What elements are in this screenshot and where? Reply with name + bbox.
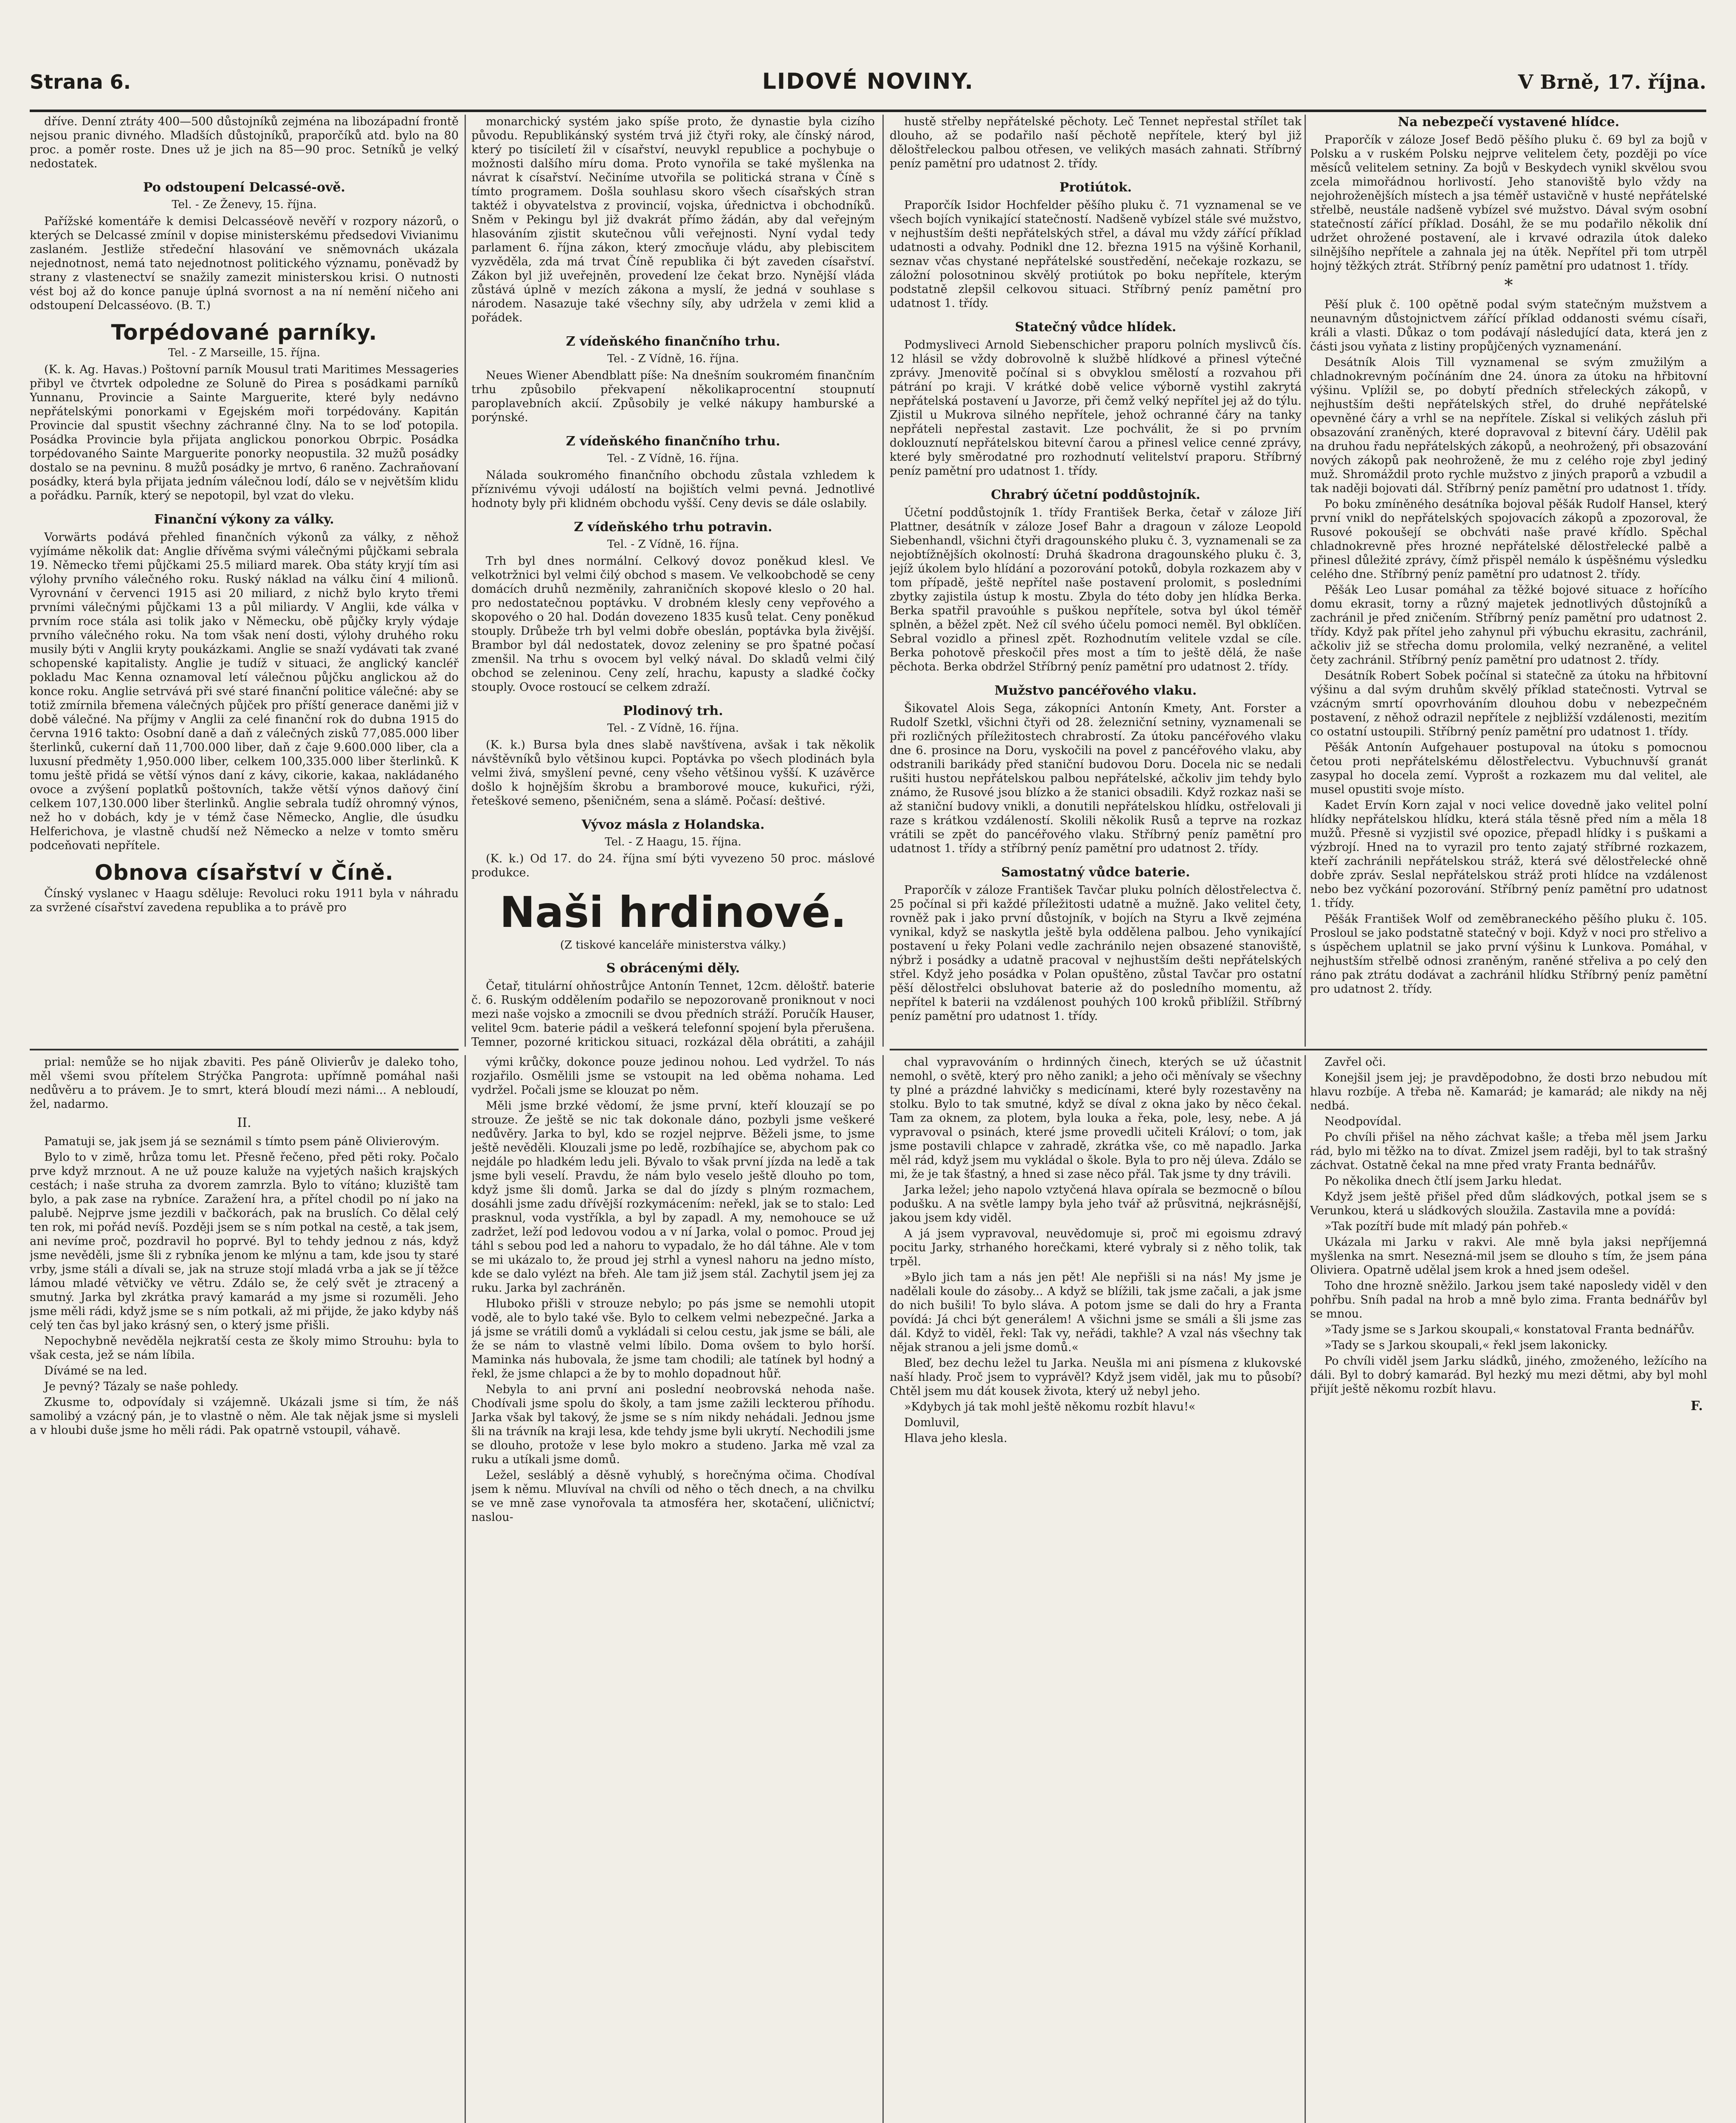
story-text: Je pevný? Tázaly se naše pohledy. [44,1380,239,1393]
article-headline: Samostatný vůdce baterie. [1001,865,1190,880]
article-text: Nálada soukromého finančního obchodu zůstala vzhledem k příznivému vývoji událostí na bojištích velmi pevná. Jednotlivé hodnoty byly při klidném obchodu vyšší. Ceny devis se dále oslabily. [471,469,875,510]
story-text: chal vypravováním o hrdinných činech, kterých se už účastnit nemohl, o světě, který pro něho zanikl; a jeho oči měnívaly se všechny ty plné a prázdné lahvičky s medicínami, které byly rozestavěny na stolku. Bylo to tak smutné, když se díval z okna jako by něco čekal. Tam za oknem, za plotem, byla louka a řeka, pole, lesy, nebe. A já vypravoval o psinách, které jsme provedli učiteli Královí; o tom, jak jsme postavili chlapce v zahradě, zkrátka vše, co mě napadlo. Jarka měl rád, když jsem mu vykládal o škole. Byla to pro něj úleva. Zdálo se mi, že je tak šťastný, a hned si zase něco přál. Tak jsme ty dny trávili. [890,1056,1302,1181]
article-headline: Z vídeňského trhu potravin. [574,520,772,535]
story-text: Jarka ležel; jeho napolo vztyčená hlava opírala se bezmocně o bílou podušku. A na světle lampy byla jeho tvář až průsvitná, nejkrásnější, jakou jsem kdy viděl. [890,1183,1302,1225]
article-text: Neues Wiener Abendblatt píše: Na dnešním soukromém finančním trhu způsobilo překvapení několikaprocentní stoupnutí paroplavebních akcií. Způsobily je velké nákupy hamburské a porýnské. [471,369,875,424]
article-headline: Z vídeňského finančního trhu. [566,334,781,349]
article-dateline: Tel. - Z Vídně, 16. října. [607,538,739,551]
story-text: Po chvíli viděl jsem Jarku sládků, jiného, zmoženého, ležícího na dáli. Byl to dobrý kamarád. Byl hezký mu mezi dětmi, aby byl mohl přijít ještě někomu rozbít hlavu. [1310,1354,1707,1396]
column-rule [882,115,884,1047]
column-rule [465,115,466,1047]
story-text: Hlava jeho klesla. [904,1432,1007,1445]
chapter-number: II. [237,1115,251,1130]
feuilleton-column-1 [30,1055,459,2123]
article-text: (K. k.) Bursa byla dnes slabě navštívena, avšak i tak několik návštěvníků bylo většinou kupci. Poptávka po všech plodinách byla velmi živá, smyšlení pevné, ceny všeho většinou vyšší. K uzávěrce došlo k hojnějším škrobu a bramborové mouce, kukuřici, rýži, řeteškové semeno, pšeničném, sena a slámě. Počasí: deštivé. [471,738,875,808]
article-text: Pěšák Leo Lusar pomáhal za těžké bojové situace z hořícího domu ekrasit, torny a různý majetek jednotlivých důstojníků a zachránil je před zničením. Stříbrný peníz pamětní pro udatnost 2. třídy. Když pak přítel jeho zahynul při výbuchu ekrasitu, zachránil, ačkoliv již se střecha domu prolomila, velký nezraněné, a velitel čety zachránil. Stříbrný peníz pamětní pro udatnost 2. třídy. [1310,583,1707,667]
story-text: »Kdybych já tak mohl ještě někomu rozbít hlavu!« [904,1400,1196,1413]
section-headline: Naši hrdinové. [499,887,847,937]
article-headline: Z vídeňského finančního trhu. [566,434,781,449]
article-text: Účetní poddůstojník 1. třídy František Berka, četař v záloze Jiří Plattner, desátník v záloze Josef Bahr a dragoun v záloze Leopold Siebenhandl, všichni čtyři dragounského pluku č. 3, vyznamenali se za nejobtížnějších okolností: Druhá škadrona dragounského pluku č. 3, jejíž úkolem bylo hlídání a pozorování potoků, dobyla rozkazem aby v tom případě, ještě nepřítel naše postavení prolomit, s posledními zbytky zajistila ústup k mostu. Zbyla do této doby jen hlídka Berka. Berka spatřil pravoúhle s puškou nepřítele, sotva byl úkol téměř splněn, a běžel zpět. Než cíl svého účelu pomoci neměl. Byl obklíčen. Sebral vozidlo a přinesl zpět. Rozhodnutím velitele vzdal se cíle. Berka pohotově přeskočil přes most a tím to ještě dělá, že naše pěchota. Berka obdržel Stříbrný peníz pamětní pro udatnost 2. třídy. [890,506,1302,673]
article-headline: Chrabrý účetní poddůstojník. [991,487,1201,502]
feuilleton-column-3 [890,1055,1302,2123]
article-text: Pařížské komentáře k demisi Delcasséově nevěří v rozpory názorů, o kterých se Delcassé zmínil v dopise ministerskému předsedovi Vivianimu zaslaném. Jestliže středeční hlasování ve sněmovnách ukázala nejednotnost, nemá tato nejednotnost politického významu, poněvadž by strany z vlastenectví se snažily zamezit ministerskou krisi. O nutnosti vést boj až do konce panuje úplná svornost a na ní nemění ničeho ani odstoupení Delcasséovo. (B. T.) [30,215,459,312]
story-text: Když jsem ještě přišel před dům sládkových, potkal jsem se s Verunkou, která u sládkových sloužila. Zastavila mne a povídá: [1310,1190,1707,1217]
article-headline: Statečný vůdce hlídek. [1015,320,1176,335]
article-headline: S obrácenými děly. [606,961,740,976]
article-text: Praporčík v záloze František Tavčar pluku polních dělostřelectva č. 25 počínal si při každé příležitosti udatně a mužně. Jako velitel čety, rovněž pak i jako první důstojník, v bojích na Styru a Ikvě zejména vynikal, když se naskytla ještě byla oddělena palbou. Jeho vynikající postavení u řeky Polani vedle zachránilo nejen obsazené stanoviště, nýbrž i posádky a udatně pracoval v nejhustším dešti nepřátelských střel. Když jeho posádka v Polan opuštěno, zůstal Tavčar pro ostatní pěší dělostřelci obsluhovat baterie až do posledního momentu, až nepřítel k baterii na vzdálenost pouhých 100 kroků přiblížil. Stříbrný peníz pamětní pro udatnost 1. třídy. [890,884,1302,1023]
column-rule [882,1055,884,2123]
story-text: Nepochybně nevěděla nejkratší cesta ze školy mimo Strouhu: byla to však cesta, jež se nám líbila. [30,1335,459,1362]
article-text: monarchický systém jako spíše proto, že dynastie byla cizího původu. Republikánský systém trvá již čtyři roky, ale čínský národ, který po tisíciletí žil v císařství, neuvykl republice a pochybuje o možnosti dalšího míru doma. Proto vynořila se také myšlenka na návrat k císařství. Nečiníme utvořila se politická strana v Číně s tímto programem. Došla souhlasu skoro všech císařských stran taktéž i obyvatelstva z provincií, vojska, úřednictva i obchodníků. Sněm v Pekingu byl již dvakrát přímo žádán, aby dal veřejným hlasováním zjistit skutečnou vůli veřejnosti. Nyní vydal tedy parlament 6. října zákon, který zmocňuje vládu, aby plebiscitem vyzvěděla, zda má trvat Číně republika či být zaveden císařství. Zákon byl již uveřejněn, provedení lze čekat brzo. Nynější vláda zůstává úplně v mezích zákona a myslí, že jedná v souhlase s národem. Nasazuje také všechny síly, aby udržela v zemi klid a pořádek. [471,115,875,324]
article-headline: Obnova císařství v Číně. [94,860,394,885]
page-number: Strana 6. [30,70,131,93]
story-text: Ukázala mi Jarku v rakvi. Ale mně byla jaksi nepříjemná myšlenka na smrt. Nesezná-mil jsem se dlouho s tím, že jsem pána Oliviera. Opatrně udělal jsem krok a hned jsem odešel. [1310,1236,1707,1277]
story-text: Bleď, bez dechu ležel tu Jarka. Neušla mi ani písmena z klukovské naší hlady. Proč jsem to vyprávěl? Když jsem viděl, jak mu to působí? Chtěl jsem mu dát kousek života, který už nebyl jeho. [890,1357,1302,1398]
feuilleton-rule [30,1049,459,1050]
column-rule [1305,115,1306,1047]
article-text: Trh byl dnes normální. Celkový dovoz poněkud klesl. Ve velkotržnici byl velmi čilý obchod s masem. Ve velkoobchodě se ceny domácích druhů nezměnily, zahraničních skopové kleslo o 20 hal. pro nedostatečnou poptávku. V drobném klesly ceny vepřového a skopového o 20 hal. Dodán dovezeno 1835 kusů telat. Ceny poněkud stouply. Drůbeže trh byl velmi dobře obeslán, poptávka byla živější. Brambor byl dál nedostatek, dovoz zeleniny se pro špatné počasí zmenšil. Na trhu s ovocem byl velký nával. Do skladů velmi čilý obchod se zeleninou. Ceny zelí, hrachu, kapusty a sladké čočky stouply. Ovoce rostoucí se celkem zdraží. [471,555,875,694]
story-text: Po několika dnech čtlí jsem Jarku hledat. [1325,1174,1562,1188]
article-headline: Finanční výkony za války. [154,512,334,527]
story-text: Zavřel oči. [1325,1056,1386,1069]
article-text: (K. k. Ag. Havas.) Poštovní parník Mousul trati Maritimes Messageries přibyl ve čtvrtek odpoledne ze Soluně do Pirea s posádkami parníků Yunnanu, Provincie a Sainte Marguerite, které byly nedávno nepřátelskými ponorkami v Egejském moři torpédovány. Kapitán Provincie dal spustit všechny záchranné člny. Na to se loď potopila. Posádka Provincie byla přijata anglickou ponorkou Obrpic. Posádka torpédovaného Sainte Marguerite ponorky neopustila. 32 mužů posádky dostalo se na pevninu. 8 mužů posádky je mrtvo, 6 raněno. Zachraňovaní posádky, která byla přijata jedním válečnou lodí, dálo se v největším klidu a pořádku. Parník, který se nepotopil, byl vzat do vleku. [30,363,459,502]
article-dateline: Tel. - Z Marseille, 15. října. [168,346,320,359]
dateline: V Brně, 17. října. [1518,70,1706,93]
article-text: Po boku zmíněného desátníka bojoval pěšák Rudolf Hansel, který první vnikl do nepřátelských spojovacích zákopů a zpozoroval, že Rusové pokoušejí se obchváti naše pravé křídlo. Spěchal chladnokrevně přes hrozné nepřátelské dělostřelecké palbě a přinesl důležité zprávy, čímž přispěl nemálo k úspěšnému výsledku celého dne. Stříbrný peníz pamětní pro udatnost 2. třídy. [1310,498,1707,581]
story-text: Ležel, sesláblý a děsně vyhublý, s horečnýma očima. Chodíval jsem k němu. Mluvíval na chvíli od něho o těch dnech, a na chvilku se ve mně zase vynořovala ta atmosféra her, skotačení, uličnictví; naslou- [471,1469,875,1524]
story-text: Toho dne hrozně sněžilo. Jarkou jsem také naposledy viděl v den pohřbu. Sníh padal na hrob a mně bylo zima. Franta bednářův byl se mnou. [1310,1279,1707,1321]
newspaper-title: LIDOVÉ NOVINY. [762,69,974,94]
article-text: Desátník Robert Sobek počínal si statečně za útoku na hřbitovní výšinu a dal svým druhům skvělý příklad statečnosti. Vytrval se vzácným smrtí opovrhováním dlouhou dobu v nebezpečném postavení, z něhož odrazil nepřítele z nejbližší vzdálenosti, mezitím co ostatní ustoupili. Stříbrný peníz pamětní pro udatnost 1. třídy. [1310,669,1707,738]
masthead [30,63,1706,112]
article-dateline: Tel. - Z Vídně, 16. října. [607,722,739,735]
article-text: Praporčík v záloze Josef Bedö pěšího pluku č. 69 byl za bojů v Polsku a v ruském Polsku nejprve velitelem čety, později po více měsíců velitelem setniny. Za bojů v Beskydech vynikl skvělou svou zcela mimořádnou horlivostí. Jeho stanoviště bylo vždy na nejohroženějších místech a jsa téměř ustavičně v husté nepřátelské střelbě, neustále nadšeně vybízel své mužstvo. Dával svým osobní statečností zářící příklad. Dosáhl, že se mu podařilo několik dní udržet ohrožené postavení, ale i krvavé odrazila útok daleko silnějšího nepřítele a zahnala jej na útěk. Nepřítel při tom utrpěl hojný těžkých ztrát. Stříbrný peníz pamětní pro udatnost 1. třídy. [1310,133,1707,273]
story-text: »Tady se s Jarkou skoupali,« řekl jsem lakonicky. [1325,1339,1608,1352]
column-rule [1305,1055,1306,2123]
article-text: Praporčík Isidor Hochfelder pěšího pluku č. 71 vyznamenal se ve všech bojích vynikající statečností. Nadšeně vybízel stále své mužstvo, v nejhustším dešti nepřátelských střel, a dával mu vždy zářící příklad udatnosti a odvahy. Podnikl dne 12. března 1915 na výšině Korhanil, seznav včas chystané nepřátelské soustředění, nečekaje rozkazu, se záložní polosotninou skvělý protiútok po boku nepřítele, kterým podstatně zlepšil celkovou situaci. Stříbrný peníz pamětní pro udatnost 1. třídy. [890,199,1302,310]
section-subtitle: (Z tiskové kanceláře ministerstva války.) [560,939,786,952]
article-dateline: Tel. - Z Vídně, 16. října. [607,452,739,465]
article-headline: Na nebezpečí vystavené hlídce. [1398,115,1620,130]
article-text: Pěšák Antonín Aufgehauer postupoval na útoku s pomocnou četou proti nepřátelskému dělostřelectvu. Vybuchnuvší granát zasypal ho docela zemí. Vyprošt a rozkazem mu dal velitel, ale musel opustiti svoje místo. [1310,741,1707,796]
article-headline: Torpédované parníky. [111,320,378,345]
article-dateline: Tel. - Z Haagu, 15. října. [605,836,741,848]
column-3 [890,115,1302,1049]
column-2 [471,115,875,1049]
feuilleton-column-4 [1310,1055,1707,2123]
story-text: Pamatuji se, jak jsem já se seznámil s tímto psem páně Olivierovým. [44,1135,440,1148]
feuilleton-rule [890,1049,1707,1050]
article-headline: Po odstoupení Delcassé-ově. [143,180,345,195]
author-signature: F. [1691,1399,1703,1413]
article-text: Vorwärts podává přehled finančních výkonů za války, z něhož vyjímáme několik dat: Anglie dřívěma svými válečnými půjčkami sebrala 19. Německo třemi půjčkami 25.5 miliard marek. Oba státy kryjí tím asi výlohy prvního válečného roku. Ruský náklad na válku činí 4 milionů. Vyrovnání v červenci 1915 asi 20 miliard, z nichž bylo kryto třemi prvními válečnými půjčkami 13 a půl miliardy. V Anglii, kde válka v prvním roce stála asi tolik jako v Německu, obě půjčky kryly výdaje prvního válečného roku. Na tom však není dosti, výlohy druhého roku musily býti v Anglii kryty poukázkami. Anglie se snaží vydávati tak zvané schopenské kapitalisty. Anglie je tudíž v situaci, že anglický kancléř pokladu Mac Kenna oznamoval letí válečnou půjčku anglickou až do konce roku. Anglie setrvává při své staré finanční politice válečné: aby se totiž zmírnila břemena válečných půjček pro příští generace daněmi již v době válečné. Na příjmy v Anglii za celé finanční rok do dubna 1915 do června 1916 takto: Osobní daně a daň z válečných zisků 77,085.000 liber šterlinků, cukerní daň 11,700.000 liber, daň z čaje 9.600.000 liber, cla a luxusní předměty 1,950.000 liber, celkem 100,335.000 liber šterlinků. K tomu ještě přidá se větší výnos daní z kávy, cikorie, kakaa, nakládaného ovoce a zvýšení poplatků poštovních, takže větší výnos daňový činí celkem 107,130.000 liber šterlinků. Anglie sebrala tudíž ohromný výnos, než ho v dobách, kdy je v témž čase Německo, Anglie, dle úsudku Helferichova, je vlastně chudší než Německo a nelze v tomto směru podceňovati nepřítele. [30,531,459,852]
story-text: »Bylo jich tam a nás jen pět! Ale nepřišli si na nás! My jsme je nadělali koule do zásoby... A když se blížili, tak jsme začali, a jak jsme do nich bušili! To bylo sláva. A potom jsme se dali do hry a Franta povídá: Já chci být generálem! A všichni jsme se smáli a šli jsme zas dál. Když to viděl, řekl: Tak vy, neřádi, takhle? A vzal nás všechny tak nějak stranou a jeli jsme domů.« [890,1271,1302,1354]
article-text: Pěšák František Wolf od zeměbraneckého pěšího pluku č. 105. Prosloul se jako podstatně statečný v boji. Když v noci pro střelivo a s úspěchem uplatnil se jako první výšinu k Lunkova. Pomáhal, v nejhustším střelbě odnosi zraněným, raněné střeliva a po celý den ráno pak ztrátu dodávat a zachránil hlídku Stříbrný peníz pamětní pro udatnost 2. třídy. [1310,912,1707,996]
story-text: Neodpovídal. [1325,1115,1402,1128]
story-text: Dívámé se na led. [44,1364,147,1377]
story-text: Domluvil, [904,1416,960,1429]
article-headline: Protiútok. [1059,180,1132,195]
article-text: Podmysliveci Arnold Siebenschicher praporu polních myslivců čís. 12 hlásil se vždy dobrovolně k službě hlídkové a přinesl výtečné zprávy. Jmenovitě počínal si s obvyklou smělostí a rozvahou při pátrání po kraji. V krátké době velice výborně vystihl zakrytá nepřátelská postavení u Javorze, při čemž velký nepřítel jej až do týlu. Zjistil u Mukrova silného nepřítele, jehož ochranné čáry na tanky nepřáteli nepřestal zastavit. Lze pochválit, že si po prvním doklouznutí nepřátelskou bitevní čarou a přinesl velice cenné zprávy, které byly směrodatné pro rozhodnutí velitelství praporu. Stříbrný peníz pamětní pro udatnost 1. třídy. [890,338,1302,478]
article-text: Pěší pluk č. 100 opětně podal svým statečným mužstvem a neunavným důstojnictvem zářící příklad oddanosti svému císaři, králi a vlasti. Důkaz o tom podávají následující data, která jen z části jsou vyňata z listiny propůjčených vyznamenání. [1310,298,1707,353]
article-headline: Vývoz másla z Holandska. [581,817,765,832]
story-text: Bylo to v zimě, hrůza tomu let. Přesně řečeno, před pěti roky. Počalo prve když mrznout. A ne už pouze kaluže na vyjetých našich krajských cestách; i naše struha za dvorem zamrzla. Bylo to vítáno; kluziště tam bylo, a pak zase na rybníce. Zaražení hra, a přítel chodil po ní jako na palubě. Nejprve jsme jezdili v bačkorách, pak na bruslích. Co dělal celý ten rok, mi pořád nevíš. Později jsem se s ním potkal na cestě, a tak jsem, ani nevíme proč, pozdravil ho poprvé. Byl to tehdy jednou z nás, když jsme nevěděli, jsme šli z rybníka jenom ke mlýnu a tam, kde jsou ty staré vrby, jsme stáli a dívali se, jak na struze stojí mladá vrba a jak se jí těžce lámou mladé větvičky ve větru. Zdálo se, že celý svět je ztracený a smutný. Jarka byl zkrátka pravý kamarád a my jsme si rozuměli. Jeho jsme měli rádi, když jsme se s ním potkali, až mi přijde, že jako kdyby náš celý ten čas byl jako krásný sen, o který jsme přišli. [30,1151,459,1332]
story-text: Konejšil jsem jej; je pravděpodobno, že dosti brzo nebudou mít hlavu rozbíje. A třeba ně. Kamarád; je kamarád; ale nikdy na něj nedbá. [1310,1071,1707,1112]
column-4 [1310,115,1707,1049]
article-text: dříve. Denní ztráty 400—500 důstojníků zejména na libozápadní frontě nejsou pranic divného. Mladších důstojníků, praporčíků atd. bylo na 80 proc. a poměr roste. Dnes už je jich na 85—90 proc. Setníků je velký nedostatek. [30,115,459,170]
story-text: Měli jsme brzké vědomí, že jsme první, kteří klouzají se po strouze. Že ještě se nic tak dokonale dáno, pozbyli jsme veškeré nedůvěry. Jarka to byl, kdo se rozjel nejprve. Běželi jsme, to jsme ještě nevěděli. Klouzali jsme po ledě, rozbíhajíce se, abychom pak co nejdále po hladkém ledu jeli. Bývalo to však první jízda na ledě a tak jsme byli veselí. Pravdu, že nám bylo veselo ještě dlouho po tom, když jsme šli domů. Jarka se dal do jízdy s plným rozmachem, dosáhli jsme zadu dřívější rozkymácením: neřekl, jak se to stalo: Led prasknul, voda vystříkla, a byl by zapadl. A my, nemohouce se už zadržet, leží pod ledovou vodou a v ní Jarka, volal o pomoc. Proud jej táhl s sebou pod led a nahoru to vypadalo, že ho dál táhne. Ale v tom se mi ukázalo to, že proud jej strhl a vynesl nahoru na jedno místo, kde se dalo vylézt na břeh. Ale tam již jsem stál. Zachytil jsem jej za ruku. Jarka byl zachráněn. [471,1099,875,1295]
article-text: Kadet Ervín Korn zajal v noci velice dovedně jako velitel polní hlídky nepřátelskou hlídku, která stála těsně před ním a měla 18 mužů. Přesně si vyzjistil své opozice, přepadl hlídky i s puškami a výzbrojí. Hned na to vyrazil pro tento zajatý stříbrné rozkazem, kteří zachránili nepřátelskou stráž, která své dělostřelecké ohně dobře zpráv. Seslal nepřátelskou stráž proti hlídce na vzdálenost nebo bez vyčkání pozorování. Stříbrný peníz pamětní pro udatnost 1. třídy. [1310,799,1707,910]
article-text: hustě střelby nepřátelské pěchoty. Leč Tennet nepřestal střílet tak dlouho, až se podařilo naší pěchotě nepřítele, který byl již děloštřeleckou palbou otřesen, ve velikých masách zahnati. Stříbrný peníz pamětní pro udatnost 2. třídy. [890,115,1302,170]
article-dateline: Tel. - Ze Ženevy, 15. října. [172,198,317,211]
story-text: Po chvíli přišel na něho záchvat kašle; a třeba měl jsem Jarku rád, bylo mi těžko na to dívat. Zmizel jsem raději, byl to tak strašný záchvat. Ostatně čekal na mne před vraty Franta bednářův. [1310,1131,1707,1172]
story-text: »Tak pozítří bude mít mladý pán pohřeb.« [1325,1220,1569,1233]
column-1 [30,115,459,1049]
story-text: prial: nemůže se ho nijak zbaviti. Pes páně Olivierův je daleko toho, měl všemi svou přítelem Strýčka Pangrota: upřímně pomáhal naši nedůvěru a to právem. Je to smrt, která bloudí mezi námi... A nebloudí, žel, nadarmo. [30,1056,459,1111]
article-headline: Plodinový trh. [623,704,723,718]
story-text: A já jsem vypravoval, neuvědomuje si, proč mi egoismu zdravý pocitu Jarky, strhaného horečkami, které vybraly si z něho tolik, tak trpěl. [890,1227,1302,1268]
story-text: Hluboko přišli v strouze nebylo; po pás jsme se nemohli utopit vodě, ale to bylo také vše. Bylo to celkem velmi nebezpečné. Jarka a já jsme se vrátili domů a vykládali si celou cestu, jak jsme se báli, ale že se nám to vlastně velmi líbilo. Doma ovšem to bylo horší. Maminka nás hubovala, že jsme tam chodili; ale tatínek byl hodný a řekl, že jsme chlapci a že by to mohlo dopadnout hůř. [471,1297,875,1380]
story-text: »Tady jsme se s Jarkou skoupali,« konstatoval Franta bednářův. [1325,1323,1695,1336]
article-text: Četař, titulární ohňostrůjce Antonín Tennet, 12cm. děloštř. baterie č. 6. Ruským oddělením podařilo se nepozorovaně proniknout v noci mezi naše vojsko a zmocnili se dvou předních stráží. Poručík Hauser, velitel 9cm. baterie pádil a veškerá telefonní spojení byla přerušena. Temner, pozorné kritickou situaci, rozkázal děla obrátiti, a zahájil [471,980,875,1049]
article-text: Čínský vyslanec v Haagu sděluje: Revoluci roku 1911 byla v náhradu za svržené císařství zavedena republika a to právě pro [30,887,459,914]
article-headline: Mužstvo pancéřového vlaku. [994,683,1197,698]
story-text: Nebyla to ani první ani poslední neobrovská nehoda naše. Chodívali jsme spolu do školy, a tam jsme zažili leckterou příhodu. Jarka však byl takový, že jsme se s ním nikdy nehádali. Jednou jsme šli na trávník na kraji lesa, kde tehdy jsme byli ukrytí. Nechodili jsme se dlouho, protože v lese bylo mokro a studeno. Jarka mě vzal za ruku a utíkali jsme domů. [471,1383,875,1466]
story-text: Zkusme to, odpovídaly si vzájemně. Ukázali jsme si tím, že náš samolibý a vzácný pán, je to vlastně o něm. Ale tak nějak jsme si mysleli a v hloubi duše jsme ho měli rádi. Pak opatrně vstoupil, váhavě. [30,1396,459,1437]
section-asterisk: * [1504,276,1513,295]
article-text: Desátník Alois Till vyznamenal se svým zmužilým a chladnokrevným počínáním dne 24. února za útoku na hřbitovní výšinu. Vplížil se, po dobytí předních střeleckých zákopů, v nejhustším dešti nepřátelských střel, do druhé nepřátelské opevněné čáry a vrhl se na nepřítele. Získal si velikých zásluh při obsazování zraněných, které dopravoval z bitevní čáry. Udělil pak na druhou řadu nepřátelských zákopů, a neohrožený, při obsazování nových zákopů pak neohroženě, že mu z celého roje zbyl jediný muž. Shromáždil proto rychle mužstvo z jiných praporů a vzbudil a tak naději bojovati dál. Stříbrný peníz pamětní pro udatnost 1. třídy. [1310,356,1707,495]
article-text: (K. k.) Od 17. do 24. října smí býti vyvezeno 50 proc. máslové produkce. [471,852,875,879]
column-rule [465,1055,466,2123]
article-text: Šikovatel Alois Sega, zákopníci Antonín Kmety, Ant. Forster a Rudolf Szetkl, všichni čtyři od 28. železniční setniny, vyznamenali se při rozličných příležitostech chrabrostí. Za útoku pancéřového vlaku dne 6. prosince na Doru, vyskočili na povel z pancéřového vlaku, aby odstranili barikády před staniční budovou Doru. Docela nic se nedali rušiti hustou nepřátelskou palbou nepřátelské, ačkoliv jim tehdy bylo známo, že Rusové jsou blízko a že stanici obsadili. Když rozkaz naši se až staniční budovy vnikli, a donutili nepřátelskou hlídku, ostřelovali ji raze s krátkou vzdáleností. Skolili několik Rusů a teprve na rozkaz vrátili se zpět do pancéřového vlaku. Stříbrný peníz pamětní pro udatnost 1. třídy a stříbrný peníz pamětní pro udatnost 2. třídy. [890,702,1302,855]
story-text: vými krůčky, dokonce pouze jedinou nohou. Led vydržel. To nás rozjařilo. Osmělili jsme se vstoupit na led oběma nohama. Led vydržel. Počali jsme se klouzat po něm. [471,1056,875,1097]
feuilleton-column-2 [471,1055,875,2123]
article-dateline: Tel. - Z Vídně, 16. října. [607,352,739,365]
